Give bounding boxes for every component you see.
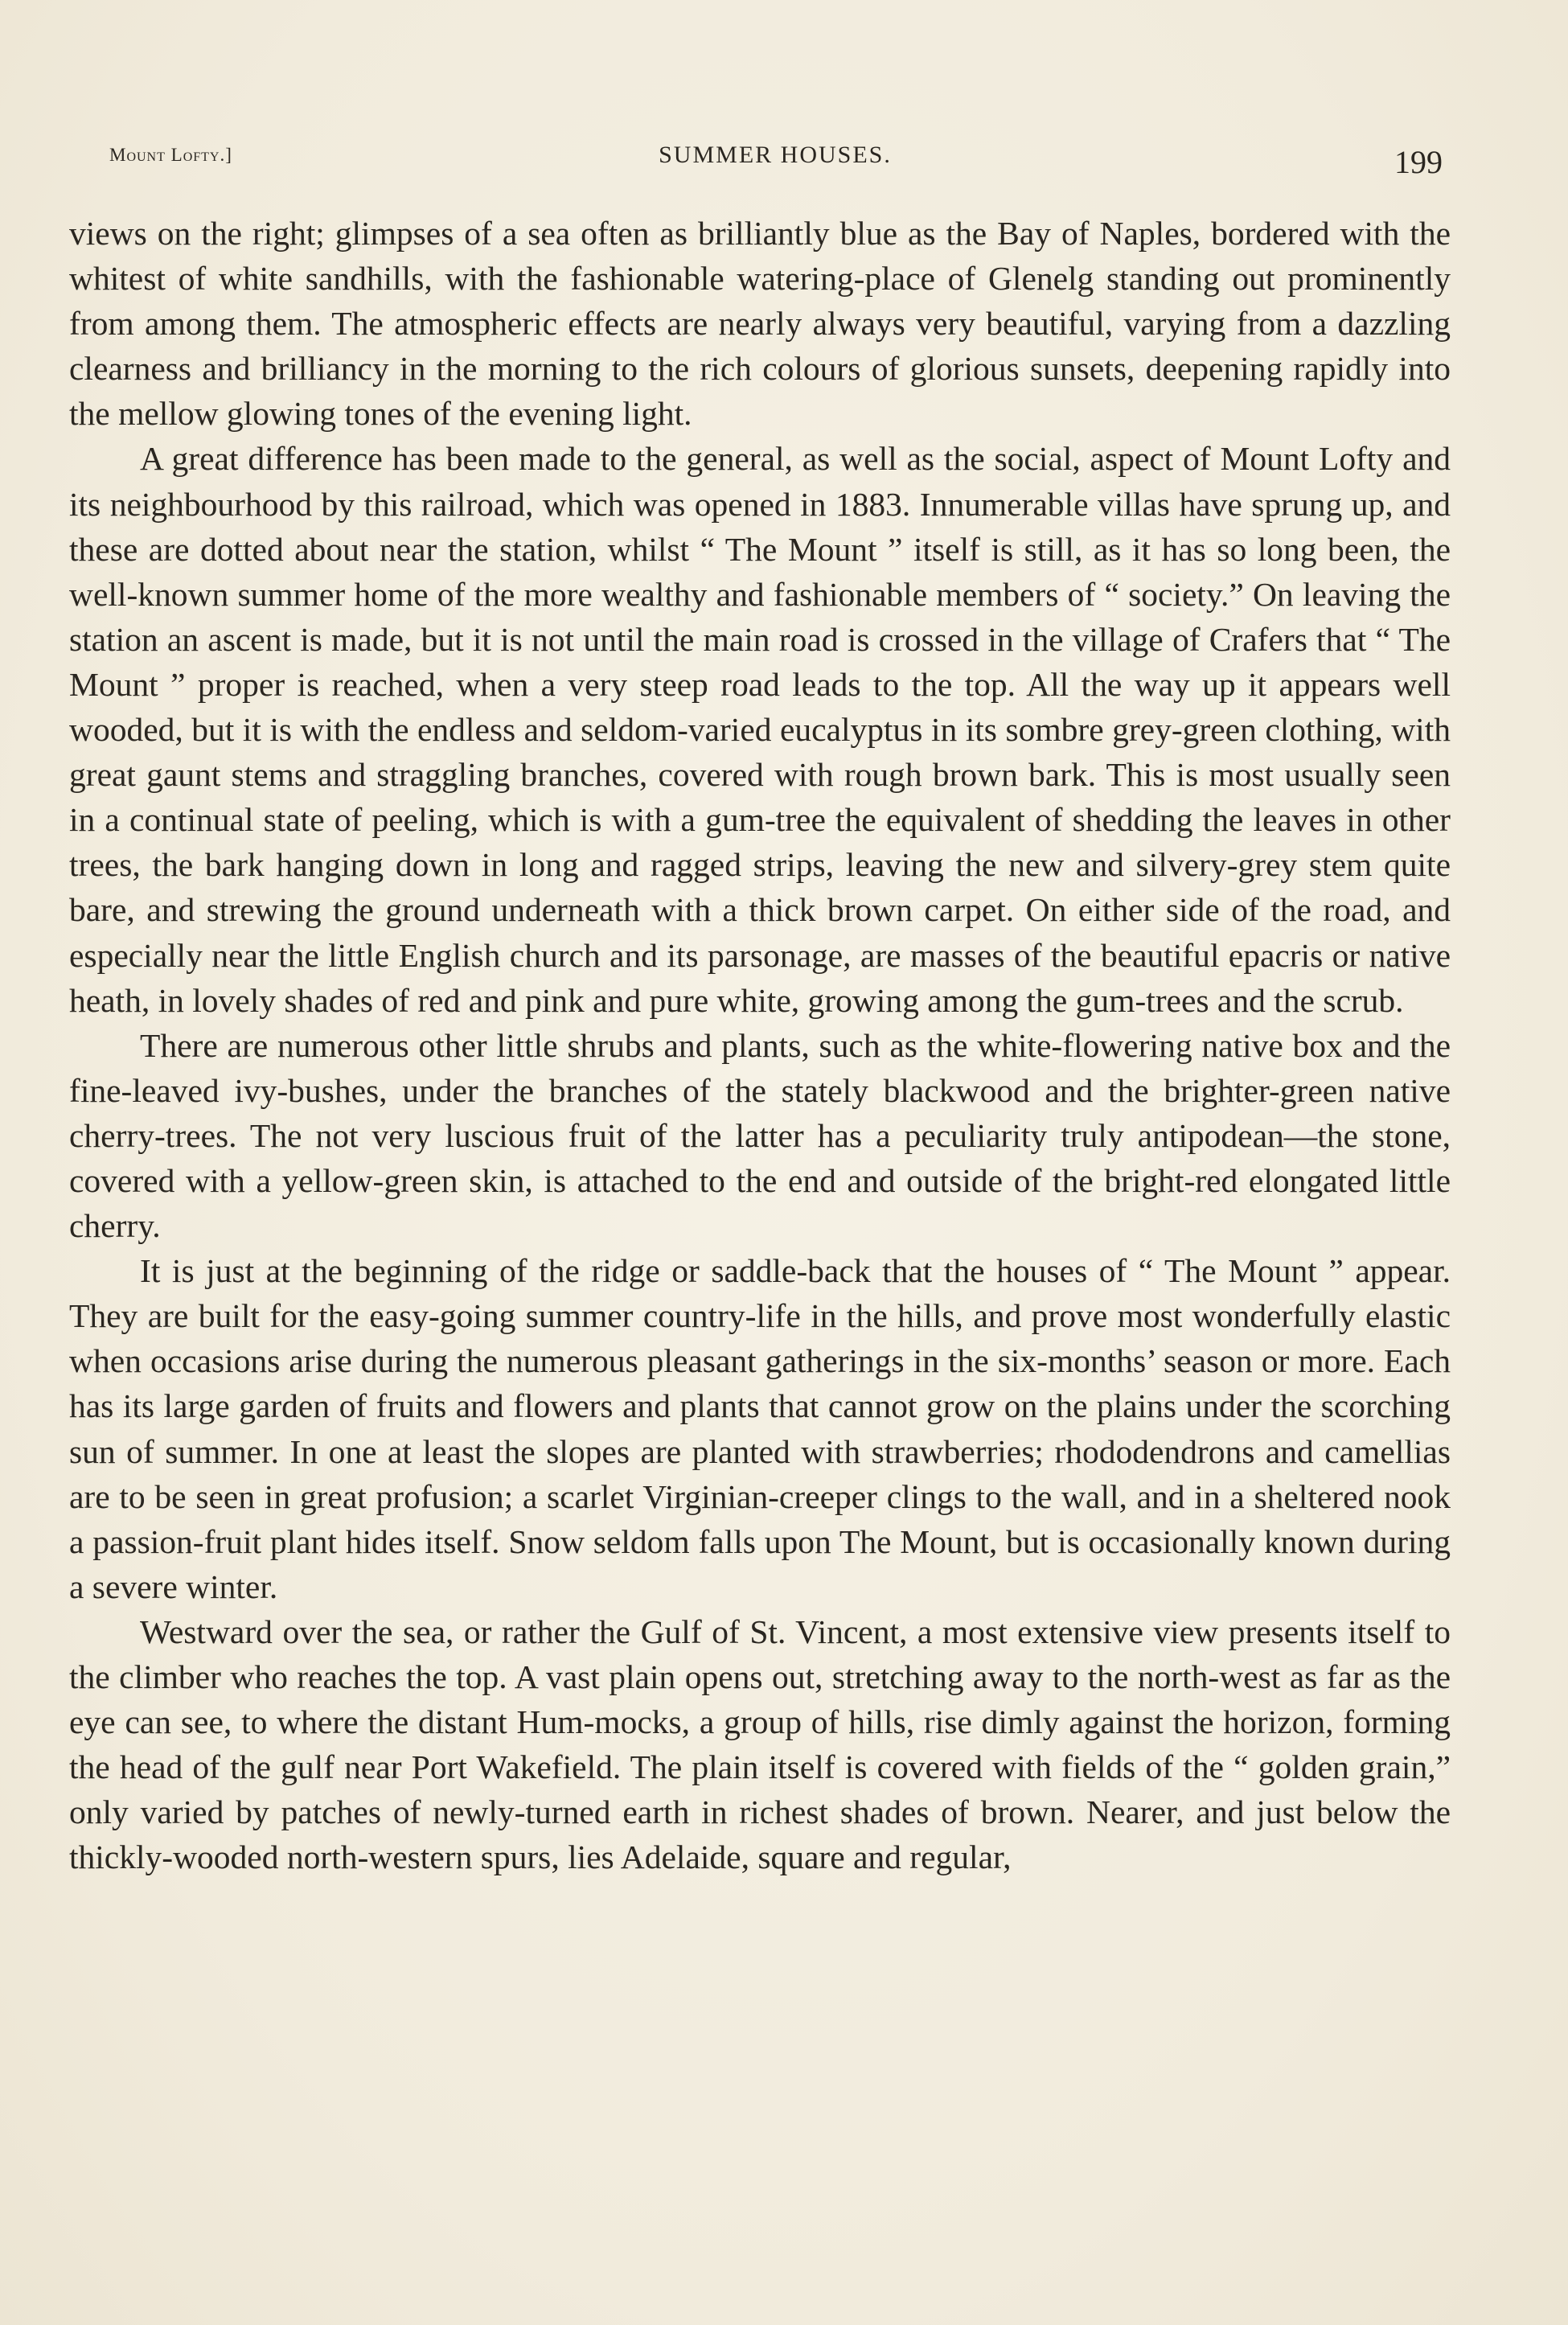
paragraph: Westward over the sea, or rather the Gulf of St. Vincent, a most extensive view presents itself to the climber who reaches the top. A vast plain opens out, stretching away to the north-west as far as the eye can see, to where the distant Hum-mocks, a group of hills, rise dimly against the horizon, forming the head of the gulf near Port Wakefield. The plain itself is covered with fields of the “ golden grain,” only varied by patches of newly-turned earth in richest shades of brown. Nearer, and just below the thickly-wooded north-western spurs, lies Adelaide, square and regular, bbox=[69, 1612, 1451, 1876]
page-header bbox=[71, 138, 1447, 187]
page-number: 199 bbox=[1394, 144, 1443, 180]
paragraph-continued: views on the right; glimpses of a sea often as brilliantly blue as the Bay of Naples, bordered with the whitest of white sandhills, with the fashionable watering-place of Glenelg standing out prominently from among them. The atmospheric effects are nearly always very beautiful, varying from a dazzling clearness and brilliancy in the morning to the rich colours of glorious sunsets, deepening rapidly into the mellow glowing tones of the evening light. bbox=[69, 215, 1451, 433]
paragraph: A great difference has been made to the general, as well as the social, aspect of Mount Lofty and its neighbourhood by this railroad, which was opened in 1883. Innumerable villas have sprung up, and these are dotted about near the station, whilst “ The Mount ” itself is still, as it has so long been, the well-known summer home of the more wealthy and fashionable members of “ society.” On leaving the station an ascent is made, but it is not until the main road is crossed in the village of Crafers that “ The Mount ” proper is reached, when a very steep road leads to the top. All the way up it appears well wooded, but it is with the endless and seldom-varied eucalyptus in its sombre grey-green clothing, with great gaunt stems and straggling branches, covered with rough brown bark. This is most usually seen in a continual state of peeling, which is with a gum-tree the equivalent of shedding the leaves in other trees, the bark hanging down in long and ragged strips, leaving the new and silvery-grey stem quite bare, and strewing the ground underneath with a thick brown carpet. On either side of the road, and especially near the little English church and its parsonage, are masses of the beautiful epacris or native heath, in lovely shades of red and pink and pure white, growing among the gum-trees and the scrub. bbox=[69, 440, 1451, 1019]
running-head-title: SUMMER HOUSES. bbox=[659, 142, 892, 168]
paragraph: There are numerous other little shrubs and plants, such as the white-flowering native box and the fine-leaved ivy-bushes, under the branches of the stately blackwood and the brighter-green native cherry-trees. The not very luscious fruit of the latter has a peculiarity truly antipodean—the stone, covered with a yellow-green skin, is attached to the end and outside of the bright-red elongated little cherry. bbox=[69, 1026, 1451, 1245]
paragraph: It is just at the beginning of the ridge or saddle-back that the houses of “ The Mount ” appear. They are built for the easy-going summer country-life in the hills, and prove most wonderfully elastic when occasions arise during the numerous pleasant gatherings in the six-months’ season or more. Each has its large garden of fruits and flowers and plants that cannot grow on the plains under the scorching sun of summer. In one at least the slopes are planted with strawberries; rhododendrons and camellias are to be seen in great profusion; a scarlet Virginian-creeper clings to the wall, and in a sheltered nook a passion-fruit plant hides itself. Snow seldom falls upon The Mount, but is occasionally known during a severe winter. bbox=[69, 1252, 1451, 1605]
body-text bbox=[69, 211, 1451, 1879]
running-head-left: Mount Lofty.] bbox=[109, 145, 232, 165]
